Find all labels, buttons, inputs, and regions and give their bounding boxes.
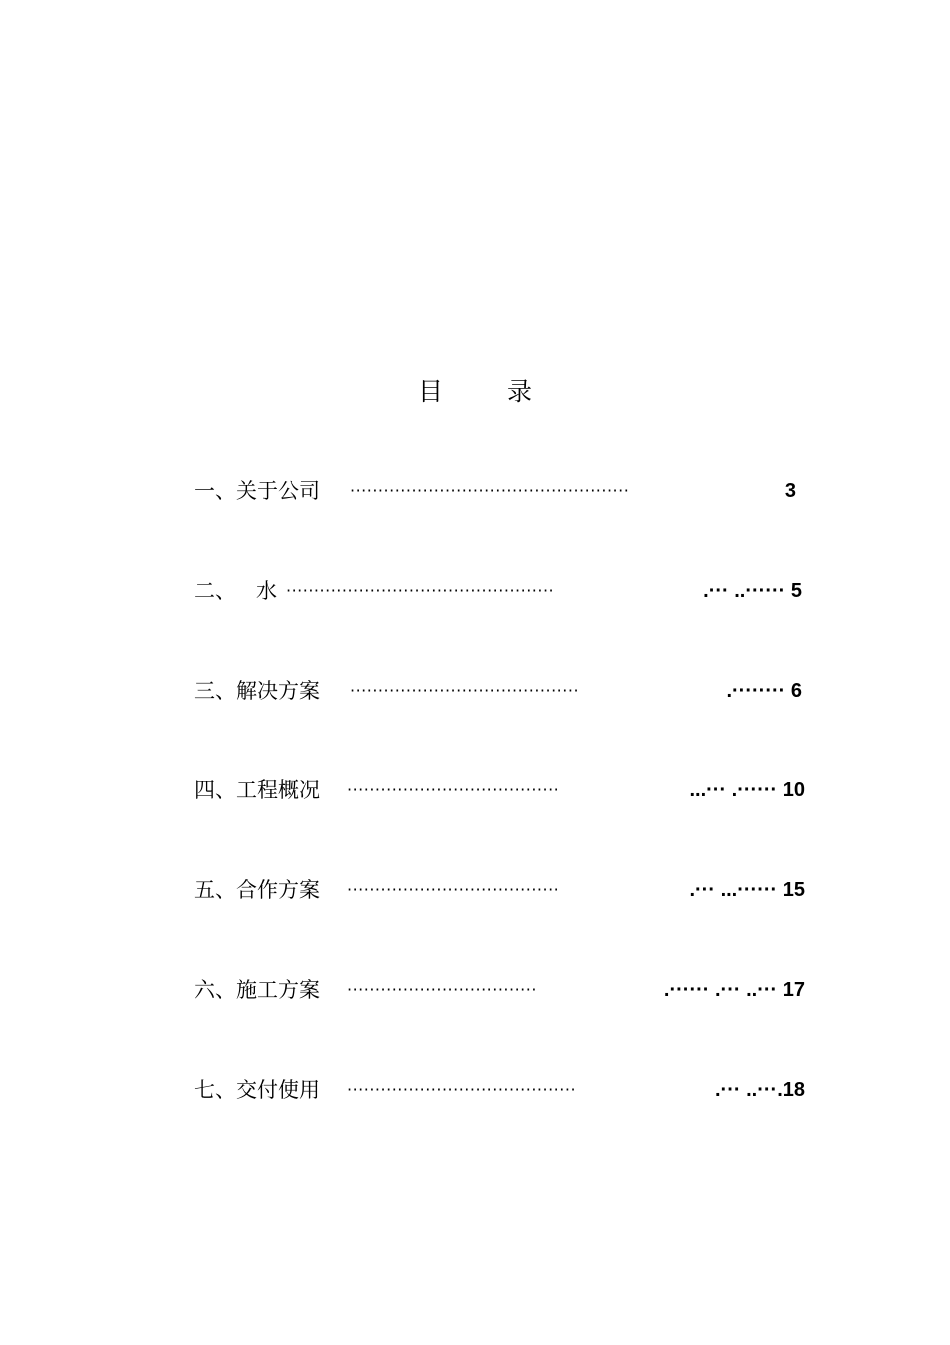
toc-entry-label: 四、工程概况 — [194, 778, 320, 802]
toc-entry-label: 一、关于公司 — [194, 479, 320, 503]
toc-entry-3 — [0, 676, 950, 706]
toc-entry-label: 七、交付使用 — [194, 1078, 320, 1102]
toc-entry-page: .··· ...······ 15 — [689, 879, 805, 901]
toc-entry-label: 二、 水 — [194, 579, 278, 603]
toc-entry-page: 3 — [784, 480, 796, 502]
toc-entry-4 — [0, 775, 950, 805]
toc-entry-page: ...··· .······ 10 — [689, 779, 805, 801]
toc-entry-label: 三、解决方案 — [194, 679, 320, 703]
toc-entry-leader: ······································ — [347, 880, 560, 899]
toc-entry-5 — [0, 875, 950, 905]
toc-entry-label: 六、施工方案 — [194, 978, 320, 1002]
toc-entry-leader: ·················································· — [350, 481, 630, 500]
toc-entry-leader: ········································· — [347, 1080, 577, 1099]
toc-entry-leader: ·································· — [347, 980, 537, 999]
toc-entry-1 — [0, 476, 950, 506]
toc-entry-7 — [0, 1075, 950, 1105]
toc-entry-page: .··· ..······ 5 — [703, 580, 802, 602]
toc-entry-page: .··· ..···.18 — [715, 1079, 805, 1101]
toc-entry-page: .······ .··· ..··· 17 — [663, 979, 805, 1001]
toc-entry-leader: ················································ — [286, 581, 555, 600]
toc-entry-6 — [0, 975, 950, 1005]
toc-title: 目 录 — [418, 377, 560, 406]
toc-entry-leader: ······································ — [347, 780, 560, 799]
toc-entry-leader: ········································· — [350, 681, 580, 700]
toc-entry-2 — [0, 576, 950, 606]
toc-entry-label: 五、合作方案 — [194, 878, 320, 902]
toc-entry-page: .········ 6 — [726, 680, 802, 702]
